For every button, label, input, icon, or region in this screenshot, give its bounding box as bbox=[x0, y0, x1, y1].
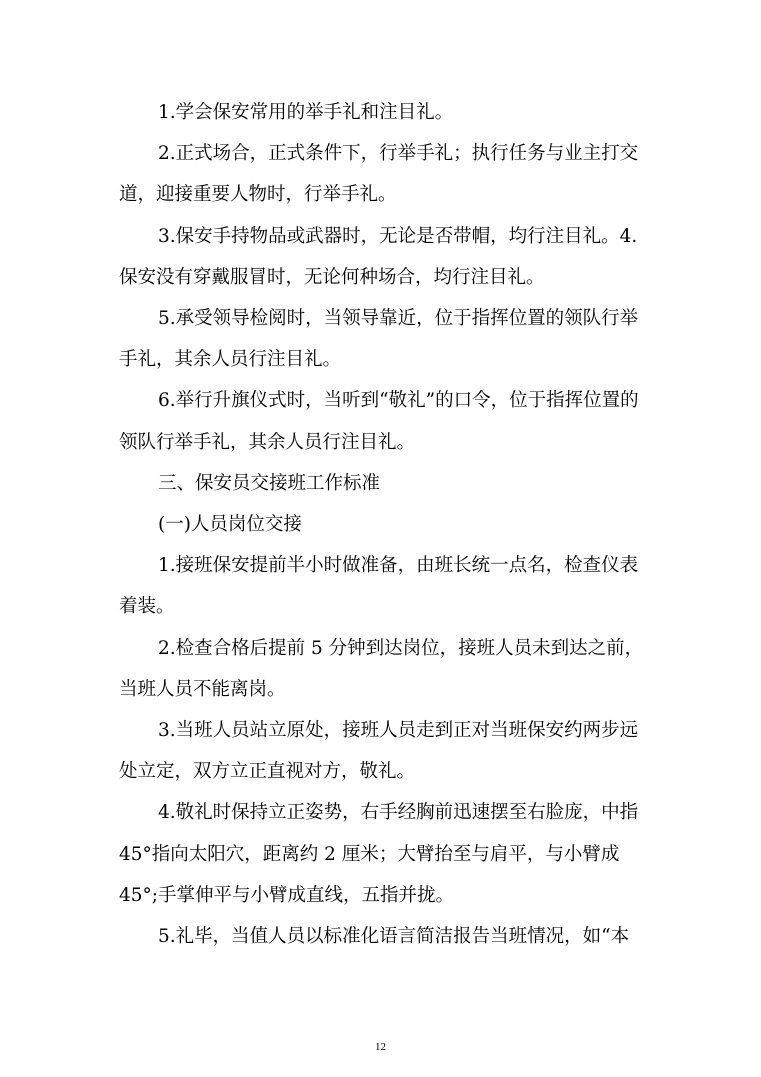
text-line: 领队行举手礼，其余人员行注目礼。 bbox=[119, 431, 416, 453]
text-line: 5.礼毕，当值人员以标准化语言简洁报告当班情况，如“本 bbox=[158, 926, 630, 948]
text-line: 手礼，其余人员行注目礼。 bbox=[119, 349, 342, 371]
paragraph bbox=[119, 216, 644, 298]
paragraph bbox=[119, 916, 644, 957]
text-line: 着装。 bbox=[119, 596, 175, 618]
paragraph bbox=[119, 545, 644, 627]
paragraph bbox=[119, 628, 644, 710]
text-line: 3.当班人员站立原处，接班人员走到正对当班保安约两步远 bbox=[158, 720, 639, 742]
text-line: 2.检查合格后提前 5 分钟到达岗位，接班人员未到达之前， bbox=[158, 637, 644, 659]
text-line: 6.举行升旗仪式时，当听到“敬礼”的口令，位于指挥位置的 bbox=[158, 390, 639, 412]
text-line: 处立定，双方立正直视对方，敬礼。 bbox=[119, 761, 416, 783]
paragraph bbox=[119, 133, 644, 215]
text-line: 2.正式场合，正式条件下，行举手礼；执行任务与业主打交 bbox=[158, 143, 639, 165]
text-line: 45°;手掌伸平与小臂成直线，五指并拢。 bbox=[119, 884, 455, 906]
paragraph bbox=[119, 92, 644, 133]
paragraph bbox=[119, 298, 644, 380]
page-number: 12 bbox=[375, 1041, 386, 1053]
document-body bbox=[119, 92, 644, 957]
text-line: 3.保安手持物品或武器时，无论是否带帽，均行注目礼。4. bbox=[158, 225, 638, 247]
text-line: 4.敬礼时保持立正姿势，右手经胸前迅速摆至右脸庞，中指 bbox=[158, 802, 639, 824]
paragraph bbox=[119, 380, 644, 462]
text-line: 保安没有穿戴服冒时，无论何种场合，均行注目礼。 bbox=[119, 266, 545, 288]
text-line: 三、保安员交接班工作标准 bbox=[158, 472, 381, 494]
section-heading bbox=[119, 463, 644, 504]
text-line: 1.接班保安提前半小时做准备，由班长统一点名，检查仪表 bbox=[158, 555, 639, 577]
paragraph bbox=[119, 792, 644, 916]
text-line: 当班人员不能离岗。 bbox=[119, 678, 286, 700]
text-line: 45°指向太阳穴，距离约 2 厘米；大臂抬至与肩平，与小臂成 bbox=[119, 843, 620, 865]
text-line: 1.学会保安常用的举手礼和注目礼。 bbox=[158, 102, 454, 123]
paragraph bbox=[119, 710, 644, 792]
subsection-heading bbox=[119, 504, 644, 545]
text-line: (一)人员岗位交接 bbox=[158, 514, 302, 536]
text-line: 道，迎接重要人物时，行举手礼。 bbox=[119, 184, 397, 206]
text-line: 5.承受领导检阅时，当领导靠近，位于指挥位置的领队行举 bbox=[158, 308, 639, 330]
